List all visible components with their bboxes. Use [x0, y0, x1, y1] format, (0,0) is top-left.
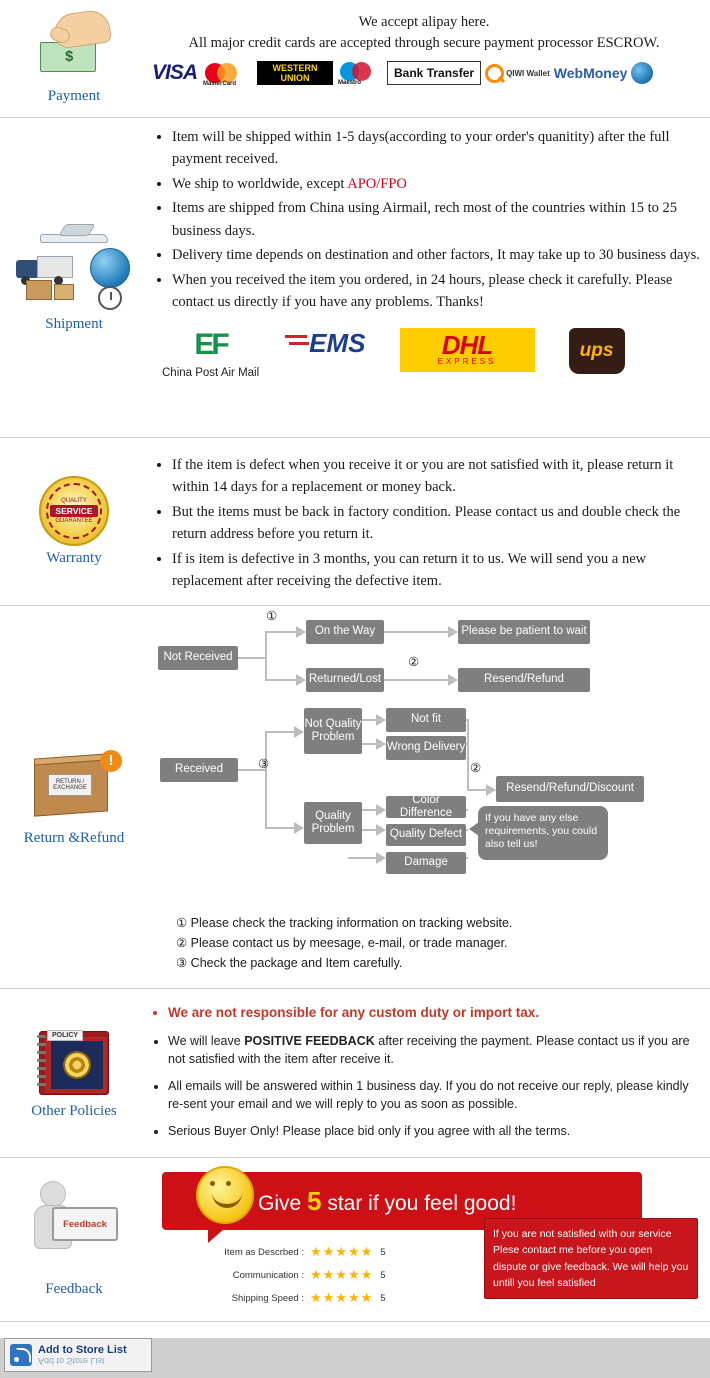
parcel-icon [26, 280, 52, 300]
quality-service-seal-icon [39, 476, 109, 546]
feedback-sign-label: Feedback [63, 1218, 107, 1230]
list-item: • But the items must be back in factory condition. Please contact us and double check the return address before you return it. [172, 501, 700, 546]
seal-top-text: QUALITY [61, 498, 87, 504]
node-returned-lost: Returned/Lost [306, 668, 384, 692]
rating-score: 5 [380, 1269, 386, 1281]
node-color-difference: Color Difference [386, 796, 466, 818]
footer-bar [0, 1338, 710, 1378]
visa-logo: VISA [152, 61, 198, 84]
store-button-reflection: Add to Store List [38, 1356, 105, 1366]
return-icon-column [0, 606, 148, 988]
return-exchange-tag: RETURN / EXCHANGE [48, 774, 92, 796]
circle-number-1: ① [266, 609, 278, 623]
feedback-caption: Feedback [45, 1281, 103, 1298]
maestro-logo-label: Maestro [338, 80, 362, 86]
node-wrong-delivery: Wrong Delivery [386, 736, 466, 760]
node-quality-problem: Quality Problem [304, 802, 362, 844]
node-quality-defect: Quality Defect [386, 824, 466, 846]
section-feedback [0, 1158, 710, 1322]
shipment-caption: Shipment [45, 316, 103, 332]
node-not-quality-problem: Not Quality Problem [304, 708, 362, 754]
china-post-air-mail-logo: EF China Post Air Mail [162, 327, 260, 379]
rating-score: 5 [380, 1292, 386, 1304]
node-not-received: Not Received [158, 646, 238, 670]
return-box-icon [28, 748, 120, 826]
seal-bottom-text: GUARANTEE [55, 518, 93, 524]
list-item: • When you received the item you ordered, in 24 hours, please check it carefully. Please contact us directly if you have any problems. Thanks! [172, 269, 700, 314]
list-item: • Items are shipped from China using Airmail, rech most of the countries within 15 to 25 business days. [172, 197, 700, 242]
list-item [168, 1032, 700, 1068]
airplane-icon [40, 224, 110, 250]
return-note: ① Please check the tracking information on tracking website. [176, 916, 513, 930]
parcel-icon [54, 284, 74, 300]
policy-book-icon [35, 1027, 113, 1099]
banner-star-number: 5 [307, 1185, 322, 1216]
dispute-warning-text: If you are not satisfied with our service Plese contact me before you open dispute or give feedback. We will help you untill you feel satisfied [493, 1228, 689, 1289]
feedback-sign [52, 1207, 118, 1241]
rating-label: Shipping Speed : [231, 1292, 304, 1304]
banner-text-pre: Give [258, 1191, 308, 1215]
circle-number-2: ② [470, 761, 482, 775]
feedback-icon-column [0, 1158, 148, 1321]
rss-icon [10, 1344, 32, 1366]
mastercard-logo-label: MasterCard [203, 81, 237, 87]
seal-mid-text: SERVICE [50, 505, 97, 517]
policies-caption: Other Policies [31, 1102, 117, 1119]
money-hand-icon [28, 12, 120, 84]
payment-icon-column [0, 0, 148, 117]
rating-label: Item as Descrbed : [224, 1246, 304, 1258]
list-item: • We ship to worldwide, except APO/FPO [172, 173, 700, 195]
clock-icon [98, 286, 122, 310]
list-item: • We are not responsible for any custom duty or import tax. [168, 1003, 700, 1023]
globe-icon [90, 248, 130, 288]
feedback-body [148, 1158, 710, 1321]
node-be-patient: Please be patient to wait [458, 620, 590, 644]
ems-logo: EMS [293, 328, 365, 359]
circle-number-2: ② [408, 655, 420, 669]
china-post-label: China Post Air Mail [162, 366, 260, 379]
payment-caption: Payment [47, 88, 101, 104]
return-notes [148, 915, 700, 970]
add-to-store-list-button[interactable] [4, 1338, 152, 1372]
webmoney-logo: WebMoney [553, 65, 628, 81]
shipping-methods-icon [14, 222, 134, 312]
western-union-logo: WESTERN UNION [257, 61, 333, 85]
warranty-bullet-list [148, 454, 700, 593]
truck-icon [16, 254, 74, 282]
return-note: ② Please contact us by meesage, e-mail, or trade manager. [176, 936, 508, 950]
node-damage: Damage [386, 852, 466, 874]
return-caption: Return &Refund [23, 829, 125, 846]
policy-text-pre: We will leave [168, 1033, 245, 1048]
node-resend-refund-discount: Resend/Refund/Discount [496, 776, 644, 802]
rating-stars: ★★★★★ [310, 1244, 374, 1260]
rating-stars: ★★★★★ [310, 1267, 374, 1283]
ups-wordmark: ups [579, 339, 614, 361]
positive-feedback-emphasis: POSITIVE FEEDBACK [244, 1033, 375, 1048]
rating-label: Communication : [232, 1269, 304, 1281]
section-shipment [0, 118, 710, 438]
rating-stars: ★★★★★ [310, 1290, 374, 1306]
circle-number-3: ③ [258, 757, 270, 771]
node-on-the-way: On the Way [306, 620, 384, 644]
dhl-logo [400, 328, 535, 372]
section-other-policies [0, 989, 710, 1158]
list-item: • Item will be shipped within 1-5 days(according to your order's quanitity) after the full payment received. [172, 126, 700, 171]
return-note: ③ Check the package and Item carefully. [176, 956, 403, 970]
banner-text-post: star if you feel good! [321, 1191, 517, 1215]
extra-requirements-bubble: If you have any else requirements, you could also tell us! [478, 806, 608, 860]
node-not-fit: Not fit [386, 708, 466, 732]
shipment-bullet-list [148, 126, 700, 314]
payment-body [148, 0, 710, 117]
maestro-logo [337, 60, 383, 86]
qiwi-wallet-label: QIWI Wallet [506, 68, 550, 78]
warranty-body [148, 438, 710, 605]
list-item: • If the item is defect when you receive it or you are not satisfied with it, please return it within 14 days for a replacement or money back. [172, 454, 700, 499]
globe-icon [631, 62, 653, 84]
policy-label: POLICY [47, 1030, 83, 1041]
feedback-person-icon [26, 1181, 122, 1277]
node-resend-refund: Resend/Refund [458, 668, 590, 692]
ups-logo [569, 328, 625, 374]
shipment-body [148, 118, 710, 437]
node-received: Received [160, 758, 238, 782]
list-item: • Serious Buyer Only! Please place bid only if you agree with all the terms. [168, 1122, 700, 1140]
list-item: • If is item is defective in 3 months, you can return it to us. We will send you a new replacement after receiving the defective item. [172, 548, 700, 593]
policies-list [148, 1003, 700, 1140]
mastercard-logo [201, 60, 253, 86]
dispute-warning-box [484, 1218, 698, 1299]
policy-text-post: after receiving the payment. Please contact us if you are not satisfied with the item after receive it. [168, 1033, 690, 1066]
section-return-refund [0, 606, 710, 989]
payment-line-2: All major credit cards are accepted through secure payment processor ESCROW. [188, 35, 660, 51]
policies-icon-column [0, 989, 148, 1157]
carrier-logo-row [148, 328, 700, 379]
warranty-caption: Warranty [46, 550, 102, 566]
list-item: • Delivery time depends on destination and other factors, It may take up to 30 business days. [172, 244, 700, 266]
store-button-text: Add to Store List [38, 1344, 127, 1356]
qiwi-wallet-logo [485, 61, 550, 85]
rating-score: 5 [380, 1246, 386, 1258]
payment-line-1: We accept alipay here. [358, 14, 490, 30]
smiley-face-icon [196, 1166, 254, 1224]
list-item: • All emails will be answered within 1 business day. If you do not receive our reply, please kindly re-sent your email and we will reply to you as soon as possible. [168, 1077, 700, 1113]
section-payment [0, 0, 710, 118]
add-to-store-list-label [38, 1344, 127, 1366]
return-flow-diagram [148, 610, 700, 910]
bank-transfer-logo: Bank Transfer [387, 61, 481, 85]
dhl-express-label: EXPRESS [437, 357, 497, 367]
apo-fpo-highlight: APO/FPO [347, 175, 407, 192]
payment-logo-row [148, 60, 700, 86]
banner-text [258, 1186, 516, 1217]
policies-body [148, 989, 710, 1157]
shipment-icon-column [0, 118, 148, 437]
return-body [148, 606, 710, 988]
section-warranty [0, 438, 710, 606]
dhl-wordmark: DHL [441, 330, 493, 361]
exclamation-icon: ! [100, 750, 122, 772]
warranty-icon-column [0, 438, 148, 605]
